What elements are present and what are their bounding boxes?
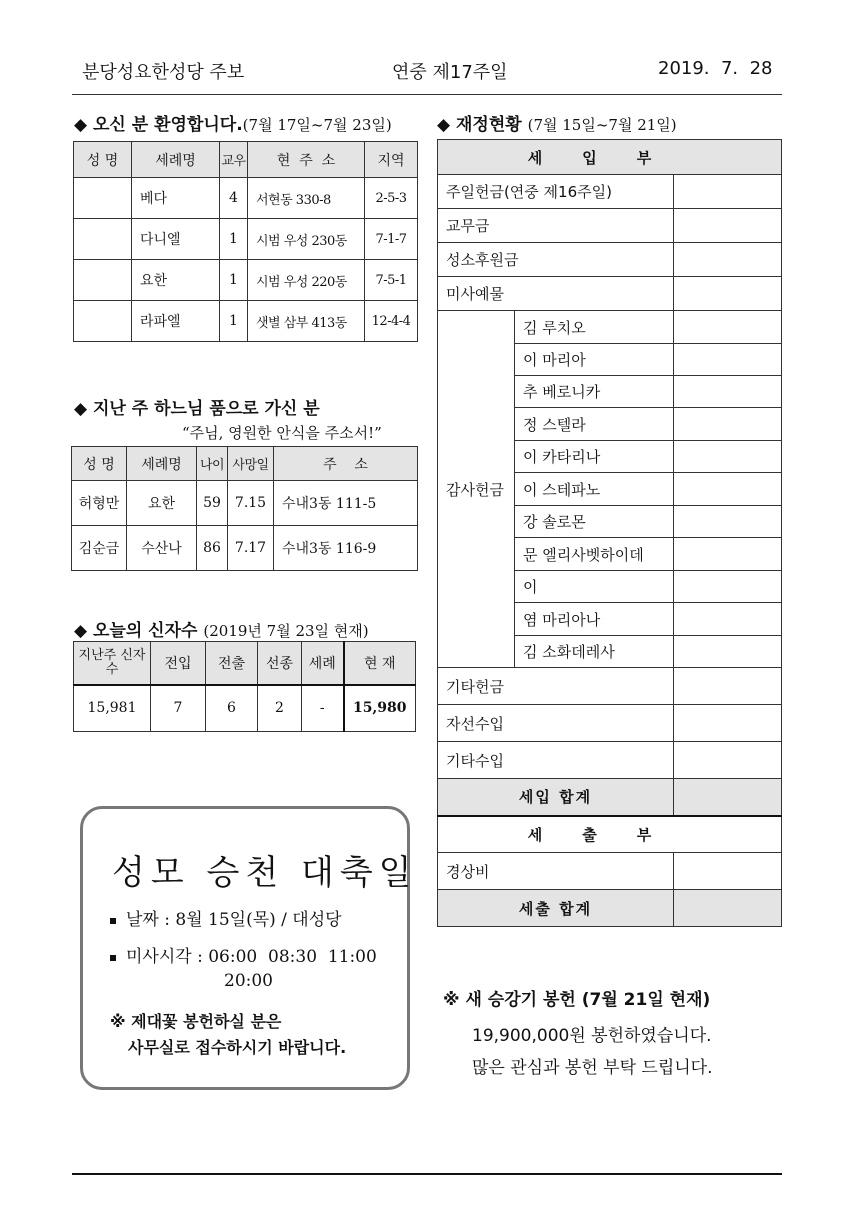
welcome-address: 샛별 삼부 413동: [248, 301, 365, 342]
income-amount: [674, 277, 782, 311]
welcome-baptismal: 베다: [132, 178, 220, 219]
thanks-amount: [674, 538, 782, 571]
welcome-col-count: 교우: [220, 142, 248, 178]
income-header: 세입부: [438, 140, 782, 175]
welcome-region: 12-4-4: [365, 301, 418, 342]
believers-asof: (2019년 7월 23일 현재): [203, 622, 369, 640]
welcome-title: ◆ 오신 분 환영합니다.: [74, 115, 243, 135]
deceased-age: 86: [197, 526, 228, 571]
believers-baptism: -: [302, 685, 344, 732]
believers-header-row: [74, 642, 416, 685]
thanks-amount: [674, 571, 782, 603]
believers-in: 7: [151, 685, 206, 732]
header-divider: [72, 94, 782, 95]
income-item: 미사예물: [438, 277, 674, 311]
believers-col-out: 전출: [206, 642, 258, 685]
income-amount: [674, 668, 782, 705]
welcome-baptismal: 요한: [132, 260, 220, 301]
expense-amount: [674, 853, 782, 890]
bullet-icon: [110, 955, 116, 961]
thanks-name: 추 베로니카: [515, 376, 674, 408]
welcome-col-region: 지역: [365, 142, 418, 178]
thanks-amount: [674, 636, 782, 668]
deceased-name: 허형만: [72, 481, 127, 526]
liturgical-week: 연중 제17주일: [392, 62, 508, 83]
thanks-amount: [674, 473, 782, 506]
thanks-name: 문 엘리사벳하이데: [515, 538, 674, 571]
income-total-label: 세입 합계: [438, 779, 674, 816]
believers-deceased: 2: [258, 685, 302, 732]
table-row: [438, 277, 782, 311]
feast-date: 날짜 : 8월 15일(목) / 대성당: [126, 910, 342, 930]
believers-table: [73, 641, 416, 732]
welcome-count: 4: [220, 178, 248, 219]
expense-total-amount: [674, 890, 782, 927]
deceased-col-address: 주 소: [274, 447, 418, 481]
deceased-table: [71, 446, 418, 571]
finance-section-title: [437, 110, 677, 135]
believers-col-in: 전입: [151, 642, 206, 685]
table-row: [74, 685, 416, 732]
table-row: [438, 853, 782, 890]
finance-table: [437, 139, 782, 927]
welcome-count: 1: [220, 301, 248, 342]
table-row: [438, 243, 782, 277]
table-row: [438, 175, 782, 209]
welcome-count: 1: [220, 219, 248, 260]
thanks-name: 강 솔로몬: [515, 506, 674, 538]
thanks-amount: [674, 603, 782, 636]
thanks-amount: [674, 441, 782, 473]
believers-col-deceased: 선종: [258, 642, 302, 685]
welcome-address: 시범 우성 220동: [248, 260, 365, 301]
feast-notice-1: ※ 제대꽃 봉헌하실 분은: [110, 1012, 282, 1031]
deceased-age: 59: [197, 481, 228, 526]
feast-date-line: [110, 905, 342, 930]
believers-out: 6: [206, 685, 258, 732]
thanks-amount: [674, 344, 782, 376]
welcome-name: [74, 301, 132, 342]
welcome-name: [74, 219, 132, 260]
income-item: 성소후원금: [438, 243, 674, 277]
thanks-name: 염 마리아나: [515, 603, 674, 636]
deceased-col-date: 사망일: [228, 447, 274, 481]
welcome-address: 서현동 330-8: [248, 178, 365, 219]
income-item: 교무금: [438, 209, 674, 243]
thanks-amount: [674, 506, 782, 538]
table-row: [72, 526, 418, 571]
thanks-name: 이 스테파노: [515, 473, 674, 506]
expense-item: 경상비: [438, 853, 674, 890]
feast-title: 성모 승천 대축일: [112, 853, 418, 893]
deceased-date: 7.15: [228, 481, 274, 526]
finance-period: (7월 15일~7월 21일): [527, 116, 677, 134]
elevator-line-2: 많은 관심과 봉헌 부탁 드립니다.: [472, 1058, 713, 1078]
thanks-name: 이 마리아: [515, 344, 674, 376]
income-amount: [674, 742, 782, 779]
income-item: 기타수입: [438, 742, 674, 779]
deceased-col-age: 나이: [197, 447, 228, 481]
thanks-name: 김 소화데레사: [515, 636, 674, 668]
bullet-icon: [110, 918, 116, 924]
table-row: [438, 705, 782, 742]
elevator-title: ※ 새 승강기 봉헌 (7월 21일 현재): [443, 990, 711, 1010]
welcome-col-baptismal: 세례명: [132, 142, 220, 178]
welcome-region: 7-5-1: [365, 260, 418, 301]
deceased-header-row: [72, 447, 418, 481]
income-amount: [674, 175, 782, 209]
believers-last-week: 15,981: [74, 685, 151, 732]
welcome-header-row: [74, 142, 418, 178]
feast-mass-times-2: 20:00: [224, 971, 273, 991]
elevator-line-1: 19,900,000원 봉헌하였습니다.: [472, 1026, 712, 1046]
welcome-name: [74, 260, 132, 301]
welcome-table: [73, 141, 418, 342]
believers-col-last-week: 지난주 신자수: [74, 642, 151, 685]
table-row: [72, 481, 418, 526]
income-amount: [674, 209, 782, 243]
thanks-amount: [674, 408, 782, 441]
welcome-region: 2-5-3: [365, 178, 418, 219]
welcome-period: (7월 17일~7월 23일): [242, 116, 392, 134]
believers-col-baptism: 세례: [302, 642, 344, 685]
finance-title: ◆ 재정현황: [437, 115, 522, 135]
thanks-offering-label: 감사헌금: [438, 311, 515, 668]
table-row: [438, 311, 782, 344]
feast-mass-line: [110, 942, 377, 967]
income-total-amount: [674, 779, 782, 816]
feast-notice-2: 사무실로 접수하시기 바랍니다.: [128, 1038, 347, 1057]
thanks-name: 이 카타리나: [515, 441, 674, 473]
income-amount: [674, 705, 782, 742]
deceased-address: 수내3동 111-5: [274, 481, 418, 526]
thanks-amount: [674, 376, 782, 408]
thanks-name: 김 루치오: [515, 311, 674, 344]
welcome-section-title: [74, 110, 392, 135]
welcome-address: 시범 우성 230동: [248, 219, 365, 260]
bulletin-date: 2019. 7. 28: [658, 58, 773, 79]
table-row: [74, 219, 418, 260]
table-row: [438, 668, 782, 705]
welcome-baptismal: 라파엘: [132, 301, 220, 342]
deceased-baptismal: 요한: [127, 481, 197, 526]
income-amount: [674, 243, 782, 277]
welcome-col-name: 성 명: [74, 142, 132, 178]
expense-total-label: 세출 합계: [438, 890, 674, 927]
expense-header: 세출부: [438, 816, 782, 853]
deceased-date: 7.17: [228, 526, 274, 571]
thanks-name: 이: [515, 571, 674, 603]
welcome-name: [74, 178, 132, 219]
deceased-address: 수내3동 116-9: [274, 526, 418, 571]
income-item: 기타헌금: [438, 668, 674, 705]
deceased-title: ◆ 지난 주 하느님 품으로 가신 분: [74, 399, 320, 419]
table-row: [438, 742, 782, 779]
believers-title: ◆ 오늘의 신자수: [74, 621, 198, 641]
deceased-col-name: 성 명: [72, 447, 127, 481]
believers-current: 15,980: [344, 685, 416, 732]
parish-name: 분당성요한성당 주보: [82, 62, 245, 83]
income-item: 자선수입: [438, 705, 674, 742]
believers-section-title: [74, 616, 369, 641]
deceased-col-baptismal: 세례명: [127, 447, 197, 481]
thanks-amount: [674, 311, 782, 344]
footer-divider: [72, 1173, 782, 1175]
thanks-name: 정 스텔라: [515, 408, 674, 441]
believers-col-current: 현 재: [344, 642, 416, 685]
welcome-region: 7-1-7: [365, 219, 418, 260]
deceased-baptismal: 수산나: [127, 526, 197, 571]
welcome-baptismal: 다니엘: [132, 219, 220, 260]
table-row: [438, 209, 782, 243]
deceased-prayer: “주님, 영원한 안식을 주소서!”: [182, 424, 382, 442]
table-row: [74, 260, 418, 301]
feast-mass-times: 미사시각 : 06:00 08:30 11:00: [126, 947, 377, 967]
welcome-count: 1: [220, 260, 248, 301]
table-row: [74, 301, 418, 342]
table-row: [74, 178, 418, 219]
welcome-col-address: 현 주 소: [248, 142, 365, 178]
income-item: 주일헌금(연중 제16주일): [438, 175, 674, 209]
deceased-name: 김순금: [72, 526, 127, 571]
